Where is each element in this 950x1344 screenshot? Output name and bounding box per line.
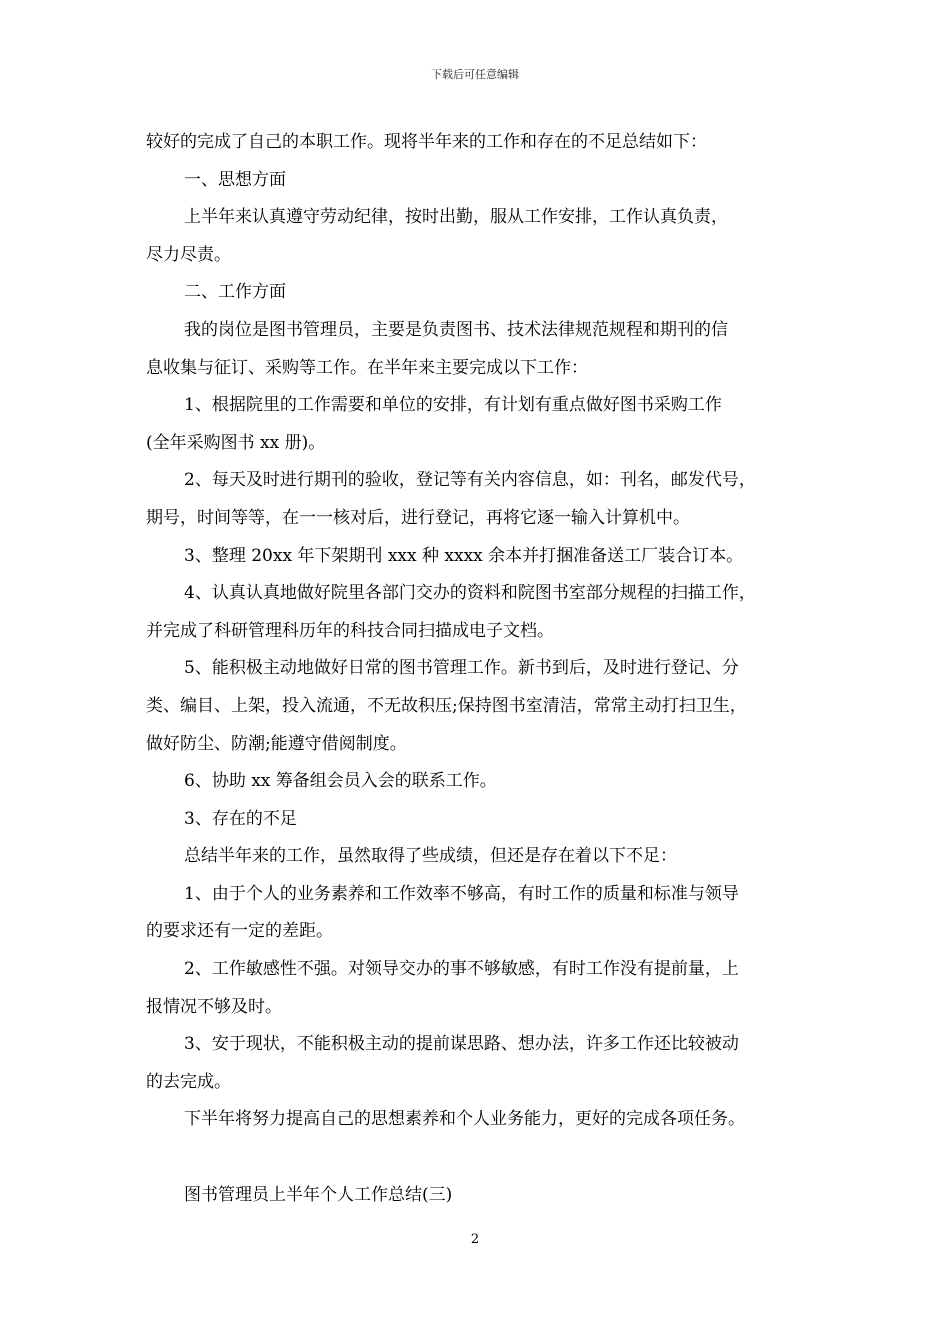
paragraph-line: 上半年来认真遵守劳动纪律，按时出勤，服从工作安排，工作认真负责， xyxy=(184,207,728,228)
section-heading-thought: 一、思想方面 xyxy=(184,169,286,190)
list-item: 2、每天及时进行期刊的验收，登记等有关内容信息，如：刊名，邮发代号， xyxy=(184,470,756,491)
paragraph-line: 类、编目、上架，投入流通，不无故积压;保持图书室清洁，常常主动打扫卫生， xyxy=(146,695,747,716)
paragraph-line: (全年采购图书 xx 册)。 xyxy=(146,432,326,453)
document-body xyxy=(146,124,818,1214)
list-item: 3、整理 20xx 年下架期刊 xxx 种 xxxx 余本并打捆准备送工厂装合订本。 xyxy=(184,545,744,566)
paragraph-line: 报情况不够及时。 xyxy=(146,996,282,1017)
section-heading-shortcomings: 3、存在的不足 xyxy=(184,808,297,829)
list-item: 4、认真认真地做好院里各部门交办的资料和院图书室部分规程的扫描工作， xyxy=(184,583,756,604)
page-number: 2 xyxy=(470,1232,480,1247)
paragraph-line: 做好防尘、防潮;能遵守借阅制度。 xyxy=(146,733,407,754)
next-section-title: 图书管理员上半年个人工作总结(三) xyxy=(184,1184,453,1205)
paragraph-line: 期号，时间等等，在一一核对后，进行登记，再将它逐一输入计算机中。 xyxy=(146,507,690,528)
list-item: 6、协助 xx 筹备组会员入会的联系工作。 xyxy=(184,771,497,792)
paragraph-line: 的要求还有一定的差距。 xyxy=(146,921,333,942)
list-item: 2、工作敏感性不强。对领导交办的事不够敏感，有时工作没有提前量，上 xyxy=(184,959,739,980)
page-header-note: 下载后可任意编辑 xyxy=(431,68,519,81)
paragraph-line: 的去完成。 xyxy=(146,1071,231,1092)
list-item: 1、由于个人的业务素养和工作效率不够高，有时工作的质量和标准与领导 xyxy=(184,883,739,904)
list-item: 1、根据院里的工作需要和单位的安排，有计划有重点做好图书采购工作 xyxy=(184,395,722,416)
paragraph-line: 并完成了科研管理科历年的科技合同扫描成电子文档。 xyxy=(146,620,554,641)
list-item: 5、能积极主动地做好日常的图书管理工作。新书到后，及时进行登记、分 xyxy=(184,658,739,679)
paragraph-line: 较好的完成了自己的本职工作。现将半年来的工作和存在的不足总结如下： xyxy=(146,132,707,152)
paragraph-line: 下半年将努力提高自己的思想素养和个人业务能力，更好的完成各项任务。 xyxy=(184,1109,745,1130)
section-heading-work: 二、工作方面 xyxy=(184,282,286,303)
blank-line xyxy=(146,1139,818,1177)
paragraph-line: 我的岗位是图书管理员，主要是负责图书、技术法律规范规程和期刊的信 xyxy=(184,319,728,340)
paragraph-line: 总结半年来的工作，虽然取得了些成绩，但还是存在着以下不足： xyxy=(184,846,677,867)
list-item: 3、安于现状，不能积极主动的提前谋思路、想办法，许多工作还比较被动 xyxy=(184,1034,739,1055)
paragraph-line: 息收集与征订、采购等工作。在半年来主要完成以下工作： xyxy=(146,357,588,378)
paragraph-line: 尽力尽责。 xyxy=(146,244,231,265)
